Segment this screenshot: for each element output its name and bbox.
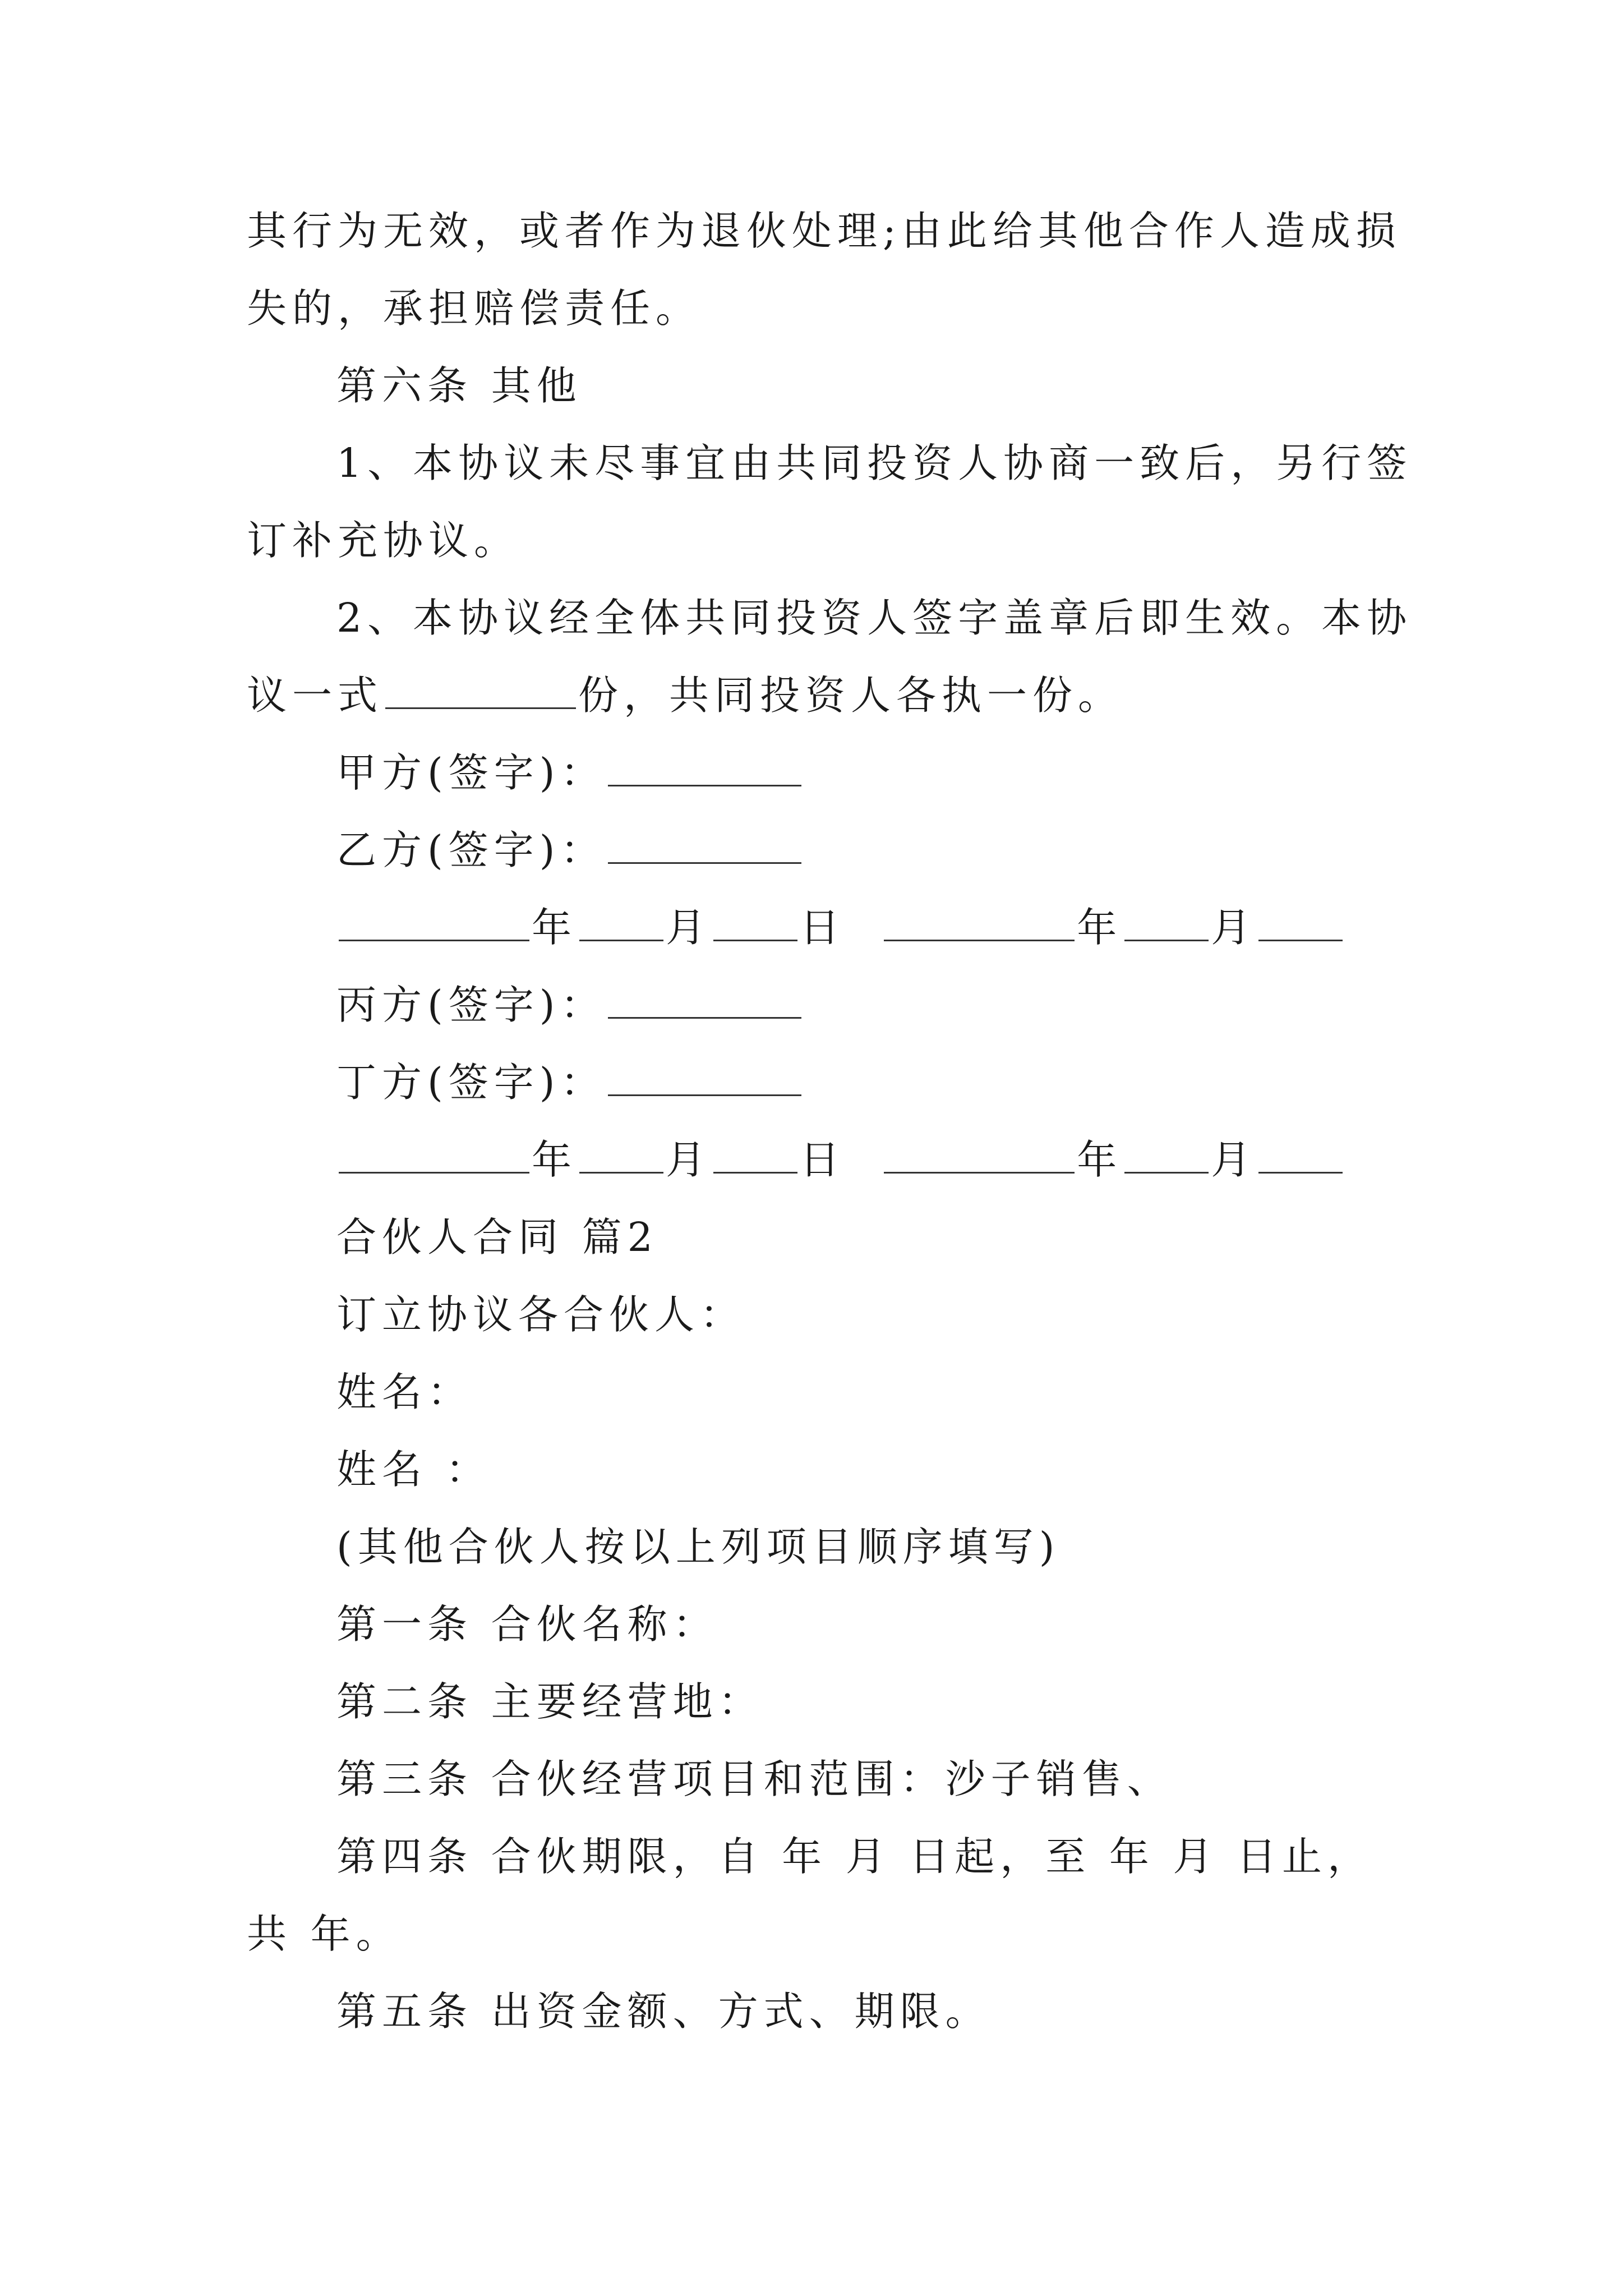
month-label: 月 bbox=[666, 1137, 712, 1183]
year-blank bbox=[884, 1172, 1075, 1174]
month-label: 月 bbox=[666, 904, 712, 951]
day-blank bbox=[713, 1172, 797, 1174]
paragraph-line: 2、本协议经全体共同投资人签字盖章后即生效。本协 bbox=[336, 595, 1413, 641]
month-blank bbox=[1124, 940, 1209, 941]
paragraph-line bbox=[247, 668, 1123, 724]
party-c-label: 丙方(签字)： bbox=[336, 982, 606, 1028]
day-label: 日 bbox=[800, 904, 846, 951]
day-blank bbox=[1258, 1172, 1343, 1174]
party-d-signature-blank bbox=[608, 1094, 801, 1096]
month-label: 月 bbox=[1211, 904, 1257, 951]
signature-line-c bbox=[336, 977, 804, 1033]
name-field-2: 姓名 ： bbox=[336, 1446, 491, 1493]
paragraph-line: 失的，承担赔偿责任。 bbox=[247, 285, 702, 332]
paragraph-line: 其行为无效，或者作为退伙处理;由此给其他合作人造成损 bbox=[247, 208, 1401, 254]
copies-prefix: 议一式 bbox=[247, 672, 384, 719]
signature-line-b bbox=[336, 822, 804, 878]
date-line-1 bbox=[336, 900, 1345, 956]
article-1: 第一条 合伙名称： bbox=[336, 1601, 718, 1648]
year-blank bbox=[339, 1172, 529, 1174]
paragraph-line: (其他合伙人按以上列项目顺序填写) bbox=[336, 1524, 1061, 1570]
party-b-label: 乙方(签字)： bbox=[336, 827, 606, 873]
month-blank bbox=[1124, 1172, 1209, 1174]
article-4: 第四条 合伙期限，自 年 月 日起，至 年 月 日止， bbox=[336, 1833, 1373, 1880]
year-blank bbox=[884, 940, 1075, 941]
month-blank bbox=[579, 1172, 663, 1174]
copies-blank bbox=[385, 707, 576, 709]
year-label: 年 bbox=[1077, 1137, 1123, 1183]
day-blank bbox=[713, 940, 797, 941]
year-label: 年 bbox=[1077, 904, 1123, 951]
year-label: 年 bbox=[532, 1137, 578, 1183]
paragraph-line: 共 年。 bbox=[247, 1911, 402, 1957]
article-heading: 第六条 其他 bbox=[336, 362, 582, 409]
paragraph-line: 1、本协议未尽事宜由共同投资人协商一致后，另行签 bbox=[336, 440, 1413, 486]
day-blank bbox=[1258, 940, 1343, 941]
year-label: 年 bbox=[532, 904, 578, 951]
year-blank bbox=[339, 940, 529, 941]
party-a-signature-blank bbox=[608, 785, 801, 786]
signature-line-d bbox=[336, 1055, 804, 1111]
article-2: 第二条 主要经营地： bbox=[336, 1678, 764, 1725]
party-a-label: 甲方(签字)： bbox=[336, 749, 606, 796]
article-3: 第三条 合伙经营项目和范围：沙子销售、 bbox=[336, 1756, 1173, 1802]
party-d-label: 丁方(签字)： bbox=[336, 1059, 606, 1106]
article-5: 第五条 出资金额、方式、期限。 bbox=[336, 1988, 991, 2035]
paragraph-line: 订补充协议。 bbox=[247, 517, 520, 564]
name-field-1: 姓名： bbox=[336, 1369, 473, 1415]
month-blank bbox=[579, 940, 663, 941]
copies-suffix: 份，共同投资人各执一份。 bbox=[578, 672, 1124, 719]
party-b-signature-blank bbox=[608, 862, 801, 864]
paragraph-line: 订立协议各合伙人： bbox=[336, 1291, 746, 1338]
date-line-2 bbox=[336, 1132, 1345, 1188]
section-title: 合伙人合同 篇2 bbox=[336, 1214, 658, 1260]
day-label: 日 bbox=[800, 1137, 846, 1183]
month-label: 月 bbox=[1211, 1137, 1257, 1183]
party-c-signature-blank bbox=[608, 1017, 801, 1019]
signature-line-a bbox=[336, 745, 804, 801]
